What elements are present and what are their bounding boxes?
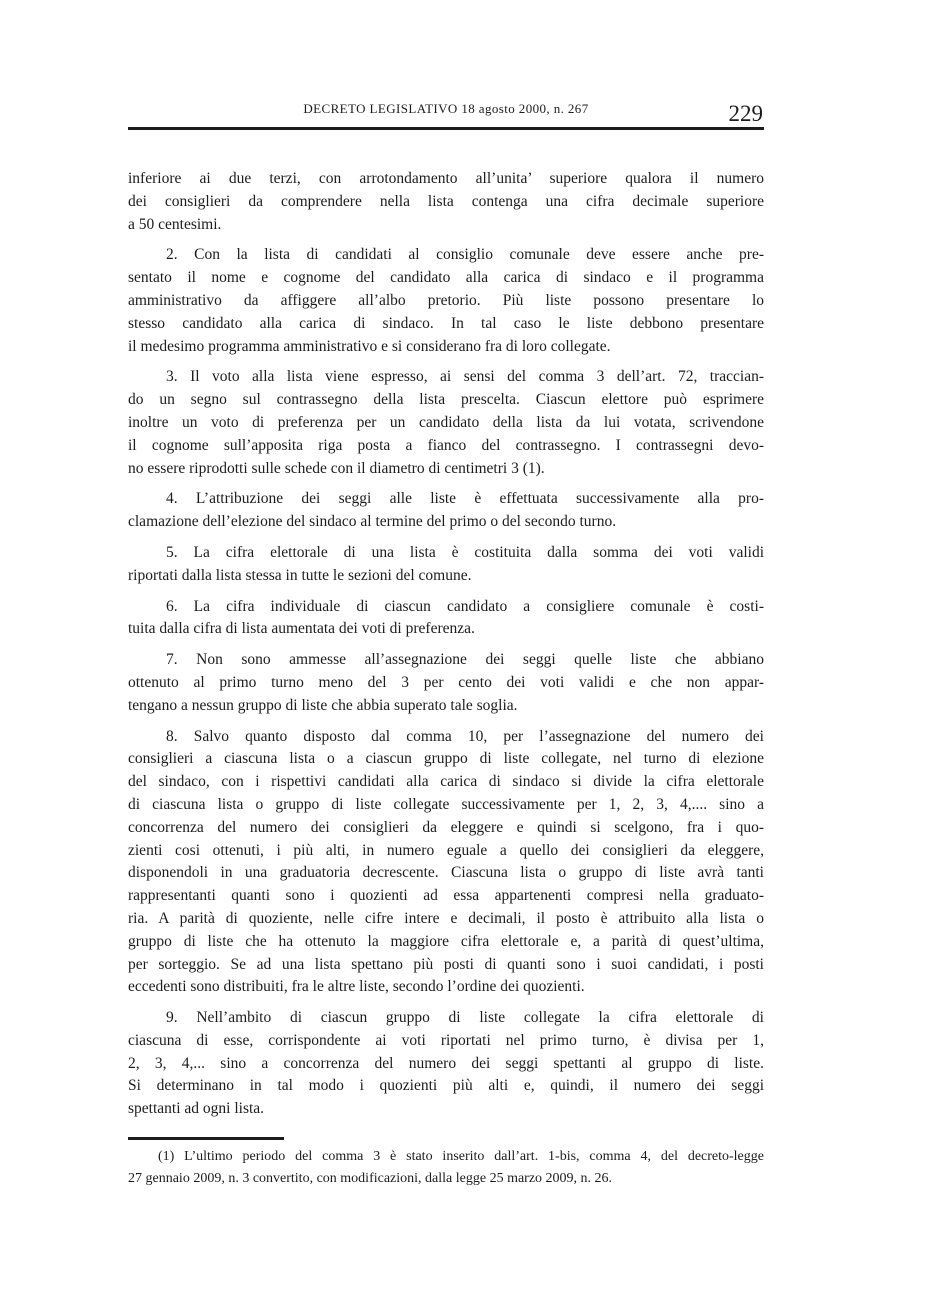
text-line: inoltre un voto di preferenza per un candidato della lista da lui votata, scrivendone	[128, 413, 764, 431]
footnote-line: 27 gennaio 2009, n. 3 convertito, con modificazioni, dalla legge 25 marzo 2009, n. 26.	[128, 1170, 613, 1186]
text-line: amministrativo da affiggere all’albo pretorio. Più liste possono presentare lo	[128, 291, 764, 309]
header-rule	[128, 127, 764, 130]
document-page	[128, 0, 764, 1299]
text-line: tengano a nessun gruppo di liste che abbia superato tale soglia.	[128, 696, 518, 714]
text-line: ria. A parità di quoziente, nelle cifre intere e decimali, il posto è attribuito alla lista o	[128, 909, 764, 927]
text-line: no essere riprodotti sulle schede con il diametro di centimetri 3 (1).	[128, 459, 545, 477]
text-line: di ciascuna lista o gruppo di liste collegate successivamente per 1, 2, 3, 4,.... sino a	[128, 795, 764, 813]
text-line: stesso candidato alla carica di sindaco. In tal caso le liste debbono presentare	[128, 314, 764, 332]
paragraph	[128, 542, 764, 588]
page-number: 229	[728, 101, 763, 126]
text-line: ciascuna di esse, corrispondente ai voti riportati nel primo turno, è divisa per 1,	[128, 1031, 764, 1049]
text-line: per sorteggio. Se ad una lista spettano più posti di quanti sono i suoi candidati, i posti	[128, 955, 764, 973]
text-line: 3. Il voto alla lista viene espresso, ai sensi del comma 3 dell’art. 72, traccian-	[166, 368, 764, 386]
text-line: disponendoli in una graduatoria decrescente. Ciascuna lista o gruppo di liste avrà tanti	[128, 864, 764, 882]
text-line: 8. Salvo quanto disposto dal comma 10, per l’assegnazione del numero dei	[166, 727, 764, 745]
text-line: 2. Con la lista di candidati al consiglio comunale deve essere anche pre-	[166, 246, 764, 264]
text-line: eccedenti sono distribuiti, fra le altre liste, secondo l’ordine dei quozienti.	[128, 978, 585, 996]
text-line: 4. L’attribuzione dei seggi alle liste è effettuata successivamente alla pro-	[166, 490, 764, 508]
text-line: tuita dalla cifra di lista aumentata dei voti di preferenza.	[128, 620, 475, 638]
footnote	[128, 1146, 764, 1189]
text-line: clamazione dell’elezione del sindaco al termine del primo o del secondo turno.	[128, 513, 617, 531]
text-line: 9. Nell’ambito di ciascun gruppo di liste collegate la cifra elettorale di	[166, 1009, 764, 1027]
text-line: consiglieri a ciascuna lista o a ciascun gruppo di liste collegate, nel turno di elezione	[128, 750, 764, 768]
paragraph	[128, 596, 764, 642]
document-body	[128, 168, 764, 1129]
paragraph	[128, 244, 764, 358]
text-line: dei consiglieri da comprendere nella lista contenga una cifra decimale superiore	[128, 192, 764, 210]
text-line: 5. La cifra elettorale di una lista è costituita dalla somma dei voti validi	[166, 543, 764, 561]
text-line: rappresentanti quanti sono i quozienti ad essa appartenenti compresi nella graduato-	[128, 887, 764, 905]
paragraph	[128, 488, 764, 534]
text-line: gruppo di liste che ha ottenuto la maggiore cifra elettorale e, a parità di quest’ultima,	[128, 932, 764, 950]
paragraph	[128, 1007, 764, 1121]
text-line: il medesimo programma amministrativo e si considerano fra di loro collegate.	[128, 337, 611, 355]
text-line: sentato il nome e cognome del candidato alla carica di sindaco e il programma	[128, 269, 764, 287]
paragraph	[128, 726, 764, 1000]
text-line: riportati dalla lista stessa in tutte le sezioni del comune.	[128, 566, 472, 584]
running-head-title: DECRETO LEGISLATIVO 18 agosto 2000, n. 267	[303, 101, 589, 116]
text-line: do un segno sul contrassegno della lista prescelta. Ciascun elettore può esprimere	[128, 391, 764, 409]
footnote-line: (1) L’ultimo periodo del comma 3 è stato inserito dall’art. 1-bis, comma 4, del decreto-legge	[158, 1149, 764, 1164]
text-line: del sindaco, con i rispettivi candidati alla carica di sindaco si divide la cifra elettorale	[128, 773, 764, 791]
paragraph	[128, 168, 764, 236]
paragraph	[128, 649, 764, 717]
footnote-rule	[128, 1137, 284, 1140]
text-line: concorrenza del numero dei consiglieri da eleggere e quindi si scelgono, fra i quo-	[128, 818, 764, 836]
footnote-section	[128, 1137, 764, 1189]
text-line: a 50 centesimi.	[128, 215, 222, 233]
text-line: zienti cosi ottenuti, i più alti, in numero eguale a quello dei consiglieri da eleggere,	[128, 841, 764, 859]
text-line: Si determinano in tal modo i quozienti più alti e, quindi, il numero dei seggi	[128, 1077, 764, 1095]
text-line: ottenuto al primo turno meno del 3 per cento dei voti validi e che non appar-	[128, 673, 764, 691]
text-line: il cognome sull’apposita riga posta a fianco del contrassegno. I contrassegni devo-	[128, 436, 764, 454]
text-line: 7. Non sono ammesse all’assegnazione dei seggi quelle liste che abbiano	[166, 651, 764, 669]
text-line: 2, 3, 4,... sino a concorrenza del numero dei seggi spettanti al gruppo di liste.	[128, 1054, 764, 1072]
text-line: 6. La cifra individuale di ciascun candidato a consigliere comunale è costi-	[166, 597, 764, 615]
paragraph	[128, 366, 764, 480]
text-line: inferiore ai due terzi, con arrotondamento all’unita’ superiore qualora il numero	[128, 170, 764, 187]
text-line: spettanti ad ogni lista.	[128, 1100, 265, 1118]
